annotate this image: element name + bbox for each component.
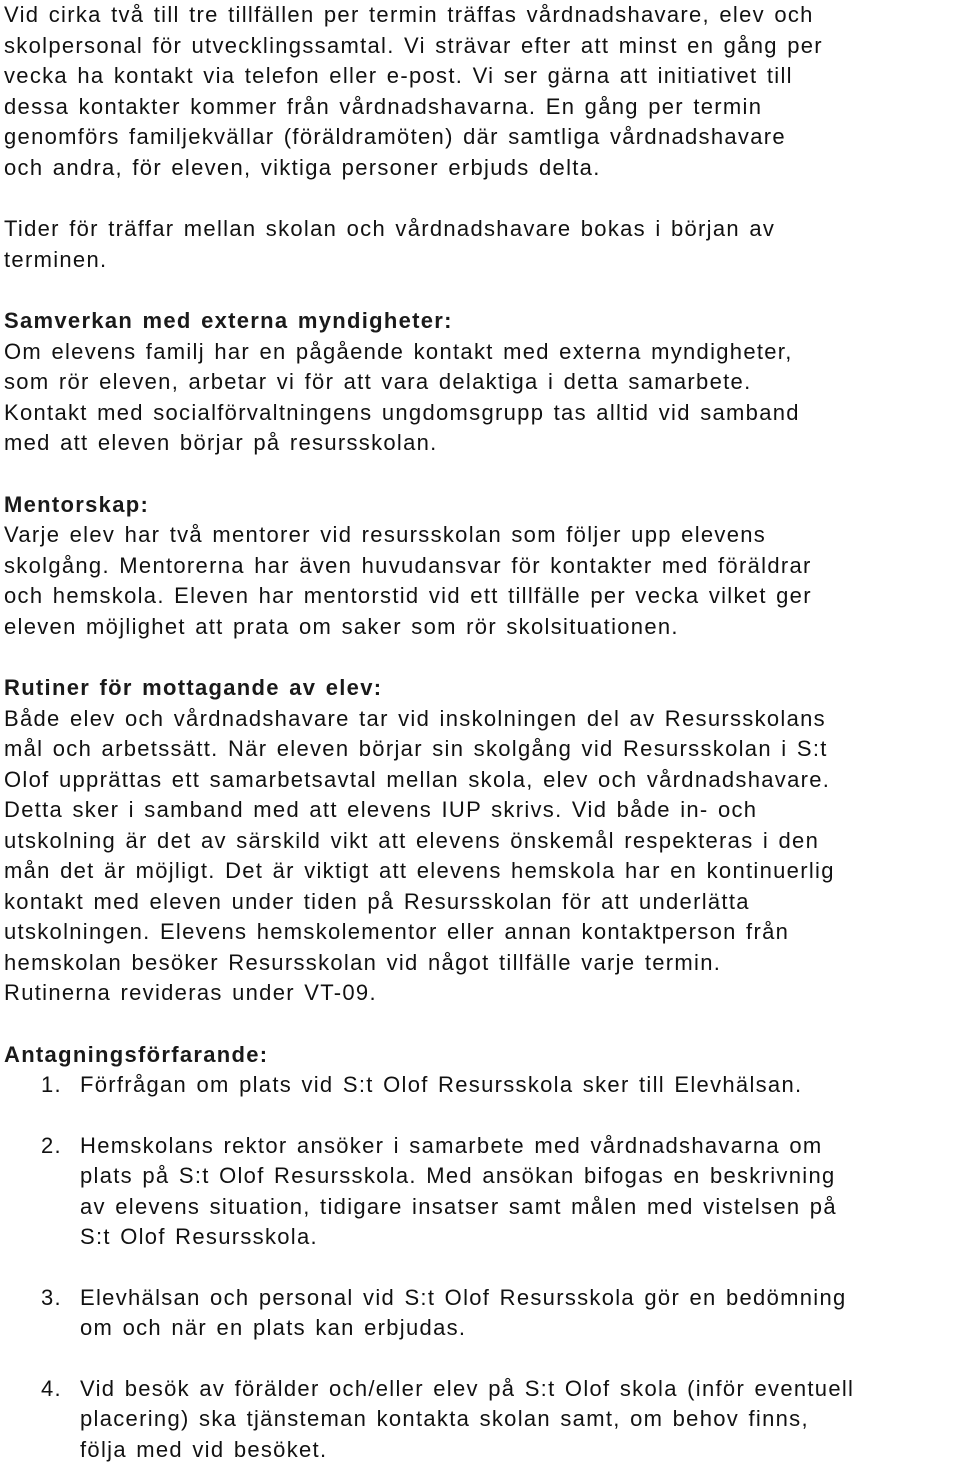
text-line: Elevhälsan och personal vid S:t Olof Resursskola gör en bedömning [80, 1284, 847, 1310]
text-line: om och när en plats kan erbjudas. [80, 1315, 467, 1340]
text-line: skolpersonal för utvecklingssamtal. Vi strävar efter att minst en gång per [4, 32, 823, 58]
list-gap [4, 1101, 960, 1131]
text-line: följa med vid besöket. [80, 1436, 328, 1462]
text-line: Både elev och vårdnadshavare tar vid inskolningen del av Resursskolans [4, 705, 826, 731]
rutiner-heading: Rutiner för mottagande av elev: [4, 675, 383, 700]
list-item [4, 1283, 960, 1344]
list-gap [4, 1253, 960, 1283]
paragraph-gap [4, 459, 960, 490]
list-item [4, 1131, 960, 1253]
mentorskap-section [4, 490, 960, 643]
document-page [4, 0, 960, 1465]
text-line: hemskolan besöker Resursskolan vid något tillfälle varje termin. [4, 949, 722, 975]
text-line: Varje elev har två mentorer vid resursskolan som följer upp elevens [4, 522, 767, 547]
text-line: S:t Olof Resursskola. [80, 1224, 318, 1249]
list-item [4, 1070, 960, 1101]
antagning-section [4, 1040, 960, 1466]
paragraph-gap [4, 642, 960, 673]
text-line: Hemskolans rektor ansöker i samarbete med vårdnadshavarna om [80, 1132, 823, 1158]
paragraph-gap [4, 275, 960, 306]
text-line: som rör eleven, arbetar vi för att vara delaktiga i detta samarbete. [4, 369, 752, 394]
text-line: genomförs familjekvällar (föräldramöten) där samtliga vårdnadshavare [4, 124, 786, 149]
text-line: placering) ska tjänsteman kontakta skolan samt, om behov finns, [80, 1406, 809, 1431]
text-line: skolgång. Mentorerna har även huvudansvar för kontakter med föräldrar [4, 552, 812, 578]
antagning-heading: Antagningsförfarande: [4, 1041, 269, 1067]
samverkan-body [4, 306, 960, 459]
text-line: av elevens situation, tidigare insatser samt målen med vistelsen på [80, 1193, 837, 1219]
list-item-number: 4. [41, 1375, 62, 1401]
text-line: och hemskola. Eleven har mentorstid vid ett tillfälle per vecka vilket ger [4, 583, 812, 608]
text-line: Om elevens familj har en pågående kontakt med externa myndigheter, [4, 338, 793, 364]
text-line: terminen. [4, 246, 108, 272]
antagning-heading-line [4, 1040, 960, 1071]
mentorskap-heading: Mentorskap: [4, 491, 150, 517]
text-line: dessa kontakter kommer från vårdnadshavarna. En gång per termin [4, 93, 763, 119]
text-line: vecka ha kontakt via telefon eller e-post. Vi ser gärna att initiativet till [4, 63, 793, 88]
text-line: utskolning är det av särskild vikt att elevens önskemål respekteras i den [4, 827, 820, 853]
list-item-number: 1. [41, 1072, 62, 1097]
mentorskap-body [4, 490, 960, 643]
text-line: Detta sker i samband med att elevens IUP skrivs. Vid både in- och [4, 797, 758, 822]
antagning-list [4, 1070, 960, 1465]
list-item-number: 2. [41, 1132, 62, 1158]
list-item-number: 3. [41, 1284, 62, 1310]
paragraph-gap [4, 1009, 960, 1040]
text-line: eleven möjlighet att prata om saker som rör skolsituationen. [4, 613, 679, 639]
rutiner-body [4, 673, 960, 1009]
text-line: plats på S:t Olof Resursskola. Med ansökan bifogas en beskrivning [80, 1163, 836, 1188]
text-line: mål och arbetssätt. När eleven börjar sin skolgång vid Resursskolan i S:t [4, 736, 828, 761]
text-line: Olof upprättas ett samarbetsavtal mellan skola, elev och vårdnadshavare. [4, 766, 831, 792]
text-line: mån det är möjligt. Det är viktigt att elevens hemskola har en kontinuerlig [4, 858, 835, 883]
text-line: Förfrågan om plats vid S:t Olof Resursskola sker till Elevhälsan. [80, 1072, 803, 1097]
text-line: utskolningen. Elevens hemskolementor eller annan kontaktperson från [4, 919, 790, 944]
text-line: med att eleven börjar på resursskolan. [4, 430, 438, 455]
list-item [4, 1374, 960, 1466]
text-line: Tider för träffar mellan skolan och vårdnadshavare bokas i början av [4, 216, 776, 241]
text-line: och andra, för eleven, viktiga personer erbjuds delta. [4, 154, 601, 180]
samverkan-section [4, 306, 960, 459]
text-line: Vid cirka två till tre tillfällen per termin träffas vårdnadshavare, elev och [4, 2, 814, 27]
list-gap [4, 1344, 960, 1374]
text-line: Rutinerna revideras under VT-09. [4, 980, 377, 1005]
samverkan-heading: Samverkan med externa myndigheter: [4, 308, 453, 333]
intro-paragraph [4, 0, 960, 183]
text-line: Kontakt med socialförvaltningens ungdomsgrupp tas alltid vid samband [4, 399, 800, 425]
text-line: kontakt med eleven under tiden på Resursskolan för att underlätta [4, 888, 750, 914]
meeting-times-paragraph [4, 214, 960, 275]
text-line: Vid besök av förälder och/eller elev på S:t Olof skola (inför eventuell [80, 1375, 855, 1401]
rutiner-section [4, 673, 960, 1009]
paragraph-gap [4, 183, 960, 214]
